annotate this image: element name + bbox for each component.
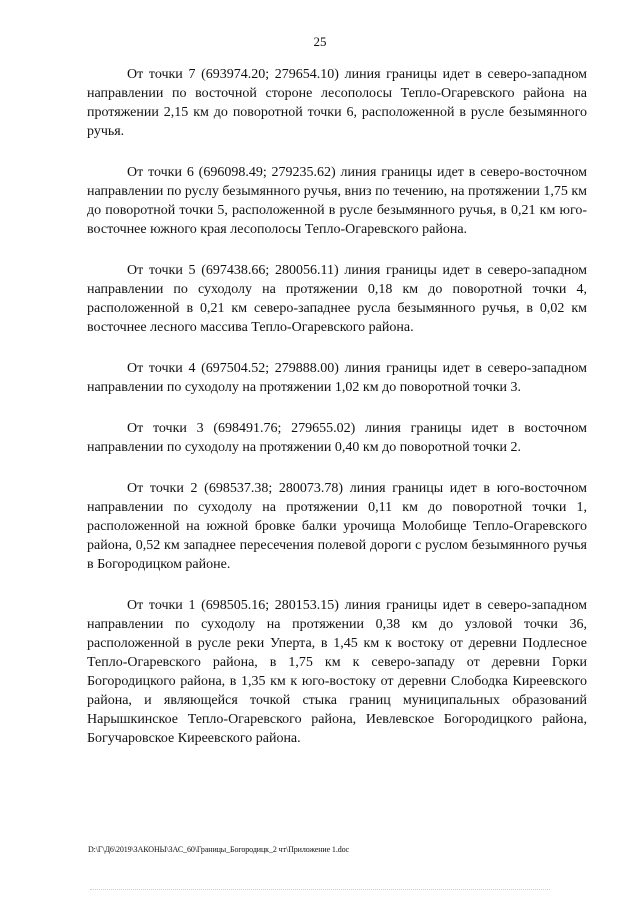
scan-artifact-line xyxy=(90,889,550,891)
paragraph-point-7: От точки 7 (693974.20; 279654.10) линия границы идет в северо-западном направлении по восточной стороне лесополосы Тепло-Огаревского района на протяжении 2,15 км до поворотной точки 6, расположенной в русле безымянного ручья. xyxy=(87,67,587,139)
footer-file-path: D:\Г\Д6\2019\ЗАКОНЫ\ЗАС_60\Границы_Богородицк_2 чт\Приложение 1.doc xyxy=(88,845,349,854)
page-number: 25 xyxy=(313,34,327,49)
paragraph-point-1: От точки 1 (698505.16; 280153.15) линия границы идет в северо-западном направлении по суходолу на протяжении 0,38 км до узловой точки 36, расположенной в русле реки Уперта, в 1,45 км к востоку от деревни Подлесное Тепло-Огаревского района, в 1,75 км к северо-западу от деревни Горки Богородицкого района, в 1,35 км к юго-востоку от деревни Слободка Киреевского района, и являющейся точкой стыка границ муниципальных образований Нарышкинское Тепло-Огаревского района, Иевлевское Богородицкого района, Богучаровское Киреевского района. xyxy=(87,598,587,746)
paragraph-point-4: От точки 4 (697504.52; 279888.00) линия границы идет в северо-западном направлении по суходолу на протяжении 1,02 км до поворотной точки 3. xyxy=(87,361,587,395)
paragraph-point-6: От точки 6 (696098.49; 279235.62) линия границы идет в северо-восточном направлении по руслу безымянного ручья, вниз по течению, на протяжении 1,75 км до поворотной точки 5, расположенной в русле безымянного ручья, в 0,21 км юго-восточнее южного края лесополосы Тепло-Огаревского района. xyxy=(87,165,587,237)
paragraph-point-2: От точки 2 (698537.38; 280073.78) линия границы идет в юго-восточном направлении по суходолу на протяжении 0,11 км до поворотной точки 1, расположенной на южной бровке балки урочища Молобище Тепло-Огаревского района, 0,52 км западнее пересечения полевой дороги с руслом безымянного ручья в Богородицком районе. xyxy=(87,481,587,572)
document-body xyxy=(87,65,587,770)
paragraph-point-5: От точки 5 (697438.66; 280056.11) линия границы идет в северо-западном направлении по суходолу на протяжении 0,18 км до поворотной точки 4, расположенной в 0,21 км северо-западнее русла безымянного ручья, в 0,02 км восточнее лесного массива Тепло-Огаревского района. xyxy=(87,263,587,335)
paragraph-point-3: От точки 3 (698491.76; 279655.02) линия границы идет в восточном направлении по суходолу на протяжении 0,40 км до поворотной точки 2. xyxy=(87,421,587,455)
